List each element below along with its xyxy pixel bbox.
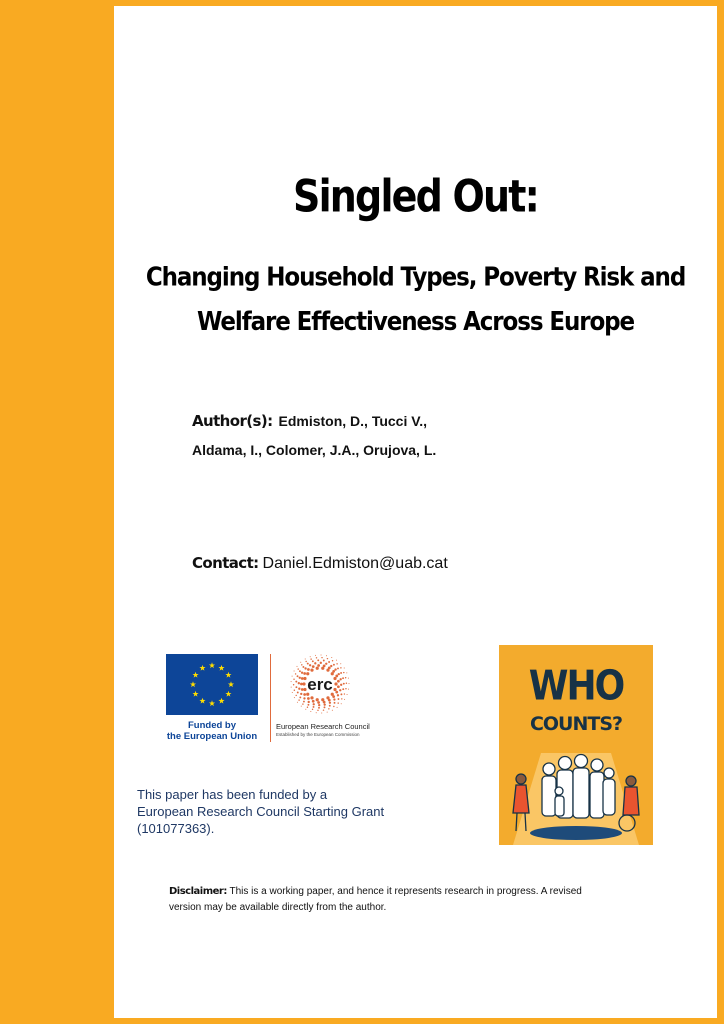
erc-dot xyxy=(318,704,320,706)
eu-star xyxy=(209,662,215,668)
erc-dot xyxy=(340,667,341,668)
cover-page xyxy=(114,6,717,1018)
eu-star xyxy=(199,665,205,671)
erc-dot xyxy=(305,661,306,662)
erc-dot xyxy=(301,664,302,665)
funder-logos xyxy=(166,654,402,746)
eu-star xyxy=(193,691,199,697)
erc-dot xyxy=(348,689,349,690)
erc-dot xyxy=(297,692,299,694)
erc-dot xyxy=(324,704,326,706)
erc-dot xyxy=(332,710,333,711)
erc-dot xyxy=(342,677,344,679)
eu-star xyxy=(190,681,196,687)
erc-dot xyxy=(342,688,344,690)
erc-dot xyxy=(335,675,338,678)
erc-dot xyxy=(305,659,306,660)
erc-dot xyxy=(298,699,299,700)
contact-label: Contact: xyxy=(192,554,259,572)
erc-dot xyxy=(321,712,322,713)
disclaimer xyxy=(169,884,629,916)
erc-dot xyxy=(343,683,345,685)
erc-dot xyxy=(291,681,292,682)
erc-dot xyxy=(340,672,342,674)
erc-dot xyxy=(304,667,306,669)
erc-dot xyxy=(335,691,338,694)
eu-star xyxy=(228,681,234,687)
erc-dot xyxy=(312,660,314,662)
erc-dot xyxy=(323,660,325,662)
erc-dot xyxy=(329,702,331,704)
erc-dot xyxy=(307,697,310,700)
erc-dot xyxy=(312,700,315,703)
erc-dot xyxy=(332,670,335,673)
erc-dot xyxy=(292,692,293,693)
erc-dot xyxy=(345,677,346,678)
disclaimer-line-2: version may be available directly from the author. xyxy=(169,902,387,913)
erc-dot xyxy=(310,696,313,699)
erc-dot xyxy=(318,707,320,709)
erc-caption: European Research Council xyxy=(276,722,370,731)
erc-dot xyxy=(316,667,319,670)
contact-line xyxy=(192,554,448,573)
erc-dot xyxy=(295,695,296,696)
erc-dot xyxy=(337,685,340,688)
erc-dot xyxy=(292,676,293,677)
authors-names-1: Edmiston, D., Tucci V., xyxy=(278,413,428,429)
eu-star xyxy=(209,700,215,706)
erc-dot xyxy=(305,709,306,710)
erc-dot xyxy=(328,699,331,702)
erc-dot xyxy=(333,706,334,707)
erc-dot xyxy=(337,707,338,708)
erc-dot xyxy=(294,690,295,691)
eu-caption-line-2: the European Union xyxy=(166,731,258,742)
erc-dot xyxy=(317,664,320,667)
erc-dot xyxy=(291,687,292,688)
erc-dot xyxy=(299,696,301,698)
erc-dot xyxy=(301,672,303,674)
erc-subcaption: Established by the European Commission xyxy=(276,732,360,737)
erc-dot xyxy=(313,706,315,708)
erc-dot xyxy=(300,683,303,686)
erc-dot xyxy=(303,697,305,699)
erc-dot xyxy=(303,672,306,675)
erc-dot xyxy=(344,668,345,669)
erc-dot xyxy=(307,663,309,665)
erc-dot xyxy=(323,701,326,704)
erc-dot xyxy=(312,665,315,668)
erc-dot xyxy=(301,706,302,707)
erc-dot xyxy=(323,709,324,710)
erc-dot xyxy=(334,702,336,704)
contact-email[interactable]: Daniel.Edmiston@uab.cat xyxy=(262,555,448,572)
eu-flag-icon xyxy=(166,654,258,715)
erc-dot xyxy=(337,680,340,683)
funding-line-1: This paper has been funded by a xyxy=(137,787,328,802)
erc-dot xyxy=(346,683,347,684)
document-title: Singled Out: xyxy=(293,170,538,222)
erc-dot xyxy=(317,701,320,704)
erc-dot xyxy=(324,706,326,708)
erc-dot xyxy=(331,657,332,658)
disclaimer-text-1: This is a working paper, and hence it represents research in progress. A revised xyxy=(226,886,582,897)
erc-dot xyxy=(298,688,300,690)
erc-dot xyxy=(334,668,336,670)
eu-caption xyxy=(166,720,258,742)
eu-caption-line-1: Funded by xyxy=(187,720,237,731)
erc-dot xyxy=(310,658,311,659)
eu-star xyxy=(225,672,231,678)
erc-dot xyxy=(344,699,345,700)
authors-line-1 xyxy=(192,412,427,430)
erc-dot xyxy=(303,693,306,696)
erc-dot xyxy=(300,662,301,663)
erc-dot xyxy=(325,663,327,665)
erc-dot xyxy=(334,682,337,685)
erc-dot xyxy=(297,666,298,667)
erc-dot xyxy=(332,660,333,661)
erc-dot xyxy=(337,667,339,669)
erc-dot xyxy=(328,667,331,670)
erc-dot xyxy=(332,695,335,698)
subtitle-line-2: Welfare Effectiveness Across Europe xyxy=(196,307,635,337)
eu-star xyxy=(218,698,224,704)
eu-star xyxy=(199,698,205,704)
erc-dot xyxy=(297,702,298,703)
erc-dot xyxy=(316,657,317,658)
erc-dot xyxy=(313,703,315,705)
erc-dot xyxy=(303,688,306,691)
erc-dot xyxy=(337,702,338,703)
erc-dot xyxy=(312,709,313,710)
erc-dot xyxy=(301,677,304,680)
erc-dot xyxy=(303,701,305,703)
erc-dot xyxy=(339,689,341,691)
erc-dot xyxy=(299,677,301,679)
funding-line-3: (101077363). xyxy=(137,821,215,836)
erc-dot xyxy=(294,671,295,672)
erc-dot xyxy=(327,712,328,713)
erc-dot xyxy=(307,704,309,706)
erc-dot xyxy=(349,683,350,684)
erc-dot xyxy=(348,678,349,679)
subtitle-line-1: Changing Household Types, Poverty Risk and xyxy=(145,263,686,293)
erc-dot xyxy=(328,661,330,663)
erc-dot xyxy=(327,658,328,659)
disclaimer-line-1 xyxy=(169,884,629,900)
erc-dot xyxy=(316,698,319,701)
disclaimer-label: Disclaimer: xyxy=(169,886,227,897)
erc-dot xyxy=(340,663,341,664)
erc-dot xyxy=(295,681,297,683)
erc-dot xyxy=(297,675,299,677)
erc-dot xyxy=(302,703,303,704)
erc-dot xyxy=(337,694,339,696)
erc-dot xyxy=(341,698,342,699)
erc-dot xyxy=(297,668,298,669)
logo-divider xyxy=(270,654,271,742)
erc-dot xyxy=(323,664,326,667)
erc-dot xyxy=(341,703,342,704)
who-counts-subtitle: COUNTS? xyxy=(529,713,623,735)
erc-dot xyxy=(317,659,319,661)
erc-dot xyxy=(345,688,346,689)
erc-dot xyxy=(338,698,340,700)
document-subtitle xyxy=(134,255,697,345)
erc-dot xyxy=(302,666,304,668)
erc-dot xyxy=(333,664,335,666)
erc-dot xyxy=(298,682,300,684)
erc-dot xyxy=(302,682,305,685)
eu-star xyxy=(193,672,199,678)
erc-dot xyxy=(333,688,336,691)
erc-dot xyxy=(340,678,342,680)
eu-star xyxy=(225,691,231,697)
erc-dot xyxy=(314,662,316,664)
erc-dot xyxy=(340,684,342,686)
erc-dot xyxy=(301,688,304,691)
erc-dot xyxy=(295,673,296,674)
erc-dot xyxy=(347,694,348,695)
erc-dot xyxy=(310,656,311,657)
erc-dot xyxy=(294,697,295,698)
authors-line-2: Aldama, I., Colomer, J.A., Orujova, L. xyxy=(192,442,437,458)
erc-dot xyxy=(310,669,313,672)
erc-dot xyxy=(317,710,318,711)
erc-dot xyxy=(310,711,311,712)
who-counts-logo xyxy=(499,645,653,845)
erc-logo-text: erc xyxy=(307,675,333,694)
erc-dot xyxy=(336,660,337,661)
erc-dot xyxy=(293,679,294,680)
people-illustration-icon xyxy=(499,735,653,845)
erc-dot xyxy=(343,672,344,673)
erc-dot xyxy=(316,712,317,713)
erc-dot xyxy=(328,708,329,709)
erc-dot xyxy=(295,686,297,688)
erc-dot xyxy=(336,663,337,664)
erc-dot xyxy=(344,693,345,694)
erc-dot xyxy=(329,705,331,707)
erc-dot xyxy=(326,655,327,656)
funding-statement xyxy=(137,786,437,837)
erc-dot xyxy=(303,677,306,680)
erc-dot xyxy=(293,684,294,685)
erc-logo-icon xyxy=(288,654,352,714)
authors-label: Author(s): xyxy=(192,412,273,430)
funding-line-2: European Research Council Starting Grant xyxy=(137,804,385,819)
erc-dot xyxy=(315,655,316,656)
erc-dot xyxy=(300,693,302,695)
erc-dot xyxy=(309,664,311,666)
erc-dot xyxy=(333,698,335,700)
erc-dot xyxy=(320,662,322,664)
erc-dot xyxy=(307,707,308,708)
erc-dot xyxy=(338,673,340,675)
who-counts-title: WHO xyxy=(528,662,624,710)
erc-dot xyxy=(330,665,332,667)
erc-dot xyxy=(307,668,310,671)
erc-dot xyxy=(340,693,342,695)
erc-dot xyxy=(299,670,301,672)
erc-dot xyxy=(308,701,310,703)
erc-dot xyxy=(346,672,347,673)
erc-dot xyxy=(321,657,322,658)
erc-dot xyxy=(333,677,336,680)
erc-dot xyxy=(321,655,322,656)
eu-star xyxy=(218,665,224,671)
